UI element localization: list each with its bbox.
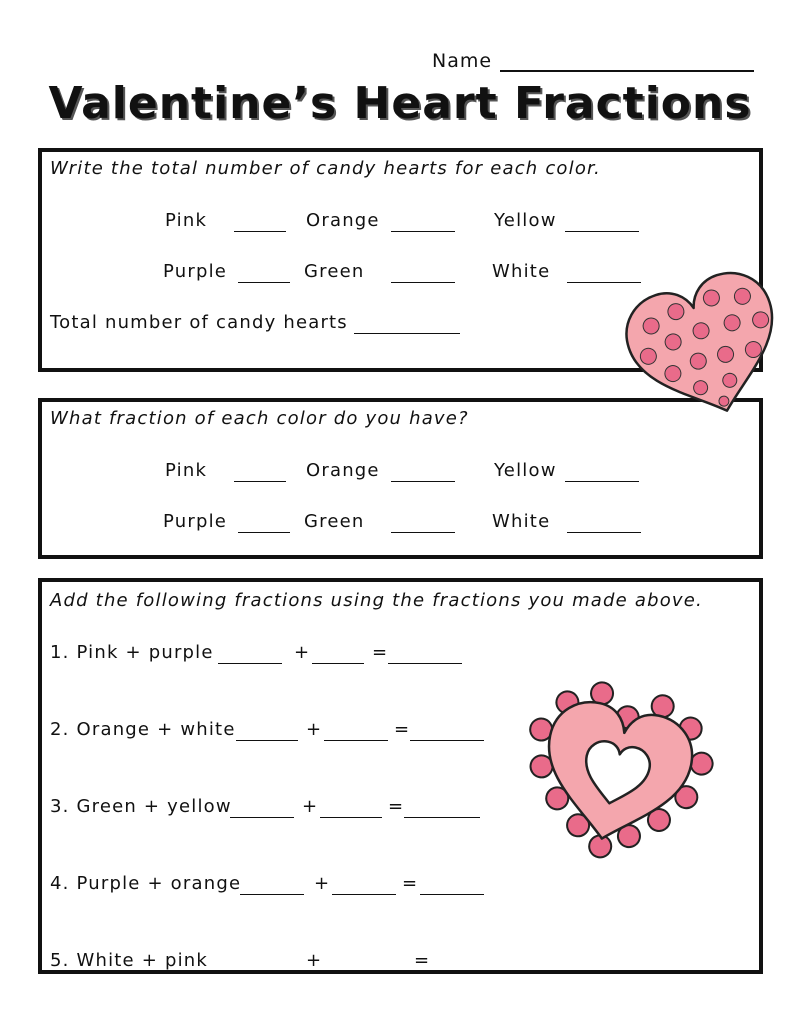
problem-4-answer[interactable] (420, 894, 484, 895)
equals-sign: = (388, 796, 404, 817)
plus-sign: + (306, 719, 322, 740)
label-orange: Orange (306, 210, 380, 231)
equals-sign: = (402, 873, 418, 894)
problem-5-label: 5. White + pink (50, 950, 209, 971)
blank-purple-total[interactable] (238, 282, 290, 283)
blank-pink-fraction[interactable] (234, 481, 286, 482)
blank-orange-fraction[interactable] (391, 481, 455, 482)
problem-5-blank-a[interactable] (236, 971, 300, 972)
problem-2-blank-b[interactable] (324, 740, 388, 741)
blank-green-fraction[interactable] (391, 532, 455, 533)
label-pink: Pink (165, 460, 208, 481)
label-purple: Purple (163, 511, 228, 532)
page-title: Valentine’s Heart Fractions (48, 78, 752, 129)
polka-dot-heart-icon (618, 268, 794, 424)
blank-green-total[interactable] (391, 282, 455, 283)
label-total: Total number of candy hearts (50, 312, 348, 333)
blank-purple-fraction[interactable] (238, 532, 290, 533)
name-label: Name (432, 50, 493, 72)
name-field[interactable] (500, 70, 754, 72)
plus-sign: + (302, 796, 318, 817)
instruction-totals: Write the total number of candy hearts for each color. (50, 158, 601, 179)
blank-orange-total[interactable] (391, 231, 455, 232)
label-pink: Pink (165, 210, 208, 231)
blank-white-fraction[interactable] (567, 532, 641, 533)
label-purple: Purple (163, 261, 228, 282)
problem-4-label: 4. Purple + orange (50, 873, 242, 894)
problem-5-blank-b[interactable] (324, 971, 408, 972)
blank-yellow-fraction[interactable] (565, 481, 639, 482)
plus-sign: + (306, 950, 322, 971)
problem-4-blank-b[interactable] (332, 894, 396, 895)
problem-1-answer[interactable] (388, 663, 462, 664)
equals-sign: = (372, 642, 388, 663)
blank-grand-total[interactable] (354, 333, 460, 334)
blank-yellow-total[interactable] (565, 231, 639, 232)
label-white: White (492, 511, 551, 532)
problem-2-answer[interactable] (410, 740, 484, 741)
label-orange: Orange (306, 460, 380, 481)
label-yellow: Yellow (494, 210, 557, 231)
plus-sign: + (314, 873, 330, 894)
scalloped-heart-icon (514, 680, 718, 864)
equals-sign: = (414, 950, 430, 971)
instruction-addition: Add the following fractions using the fractions you made above. (50, 590, 703, 611)
problem-2-blank-a[interactable] (236, 740, 298, 741)
problem-5-answer[interactable] (430, 971, 494, 972)
problem-4-blank-a[interactable] (240, 894, 304, 895)
plus-sign: + (294, 642, 310, 663)
problem-3-label: 3. Green + yellow (50, 796, 232, 817)
problem-3-answer[interactable] (404, 817, 480, 818)
problem-3-blank-a[interactable] (230, 817, 294, 818)
blank-pink-total[interactable] (234, 231, 286, 232)
instruction-fractions: What fraction of each color do you have? (50, 408, 469, 429)
label-yellow: Yellow (494, 460, 557, 481)
problem-1-blank-a[interactable] (218, 663, 282, 664)
problem-3-blank-b[interactable] (320, 817, 382, 818)
problem-1-label: 1. Pink + purple (50, 642, 214, 663)
problem-2-label: 2. Orange + white (50, 719, 236, 740)
label-green: Green (304, 261, 365, 282)
label-green: Green (304, 511, 365, 532)
problem-1-blank-b[interactable] (312, 663, 364, 664)
equals-sign: = (394, 719, 410, 740)
label-white: White (492, 261, 551, 282)
